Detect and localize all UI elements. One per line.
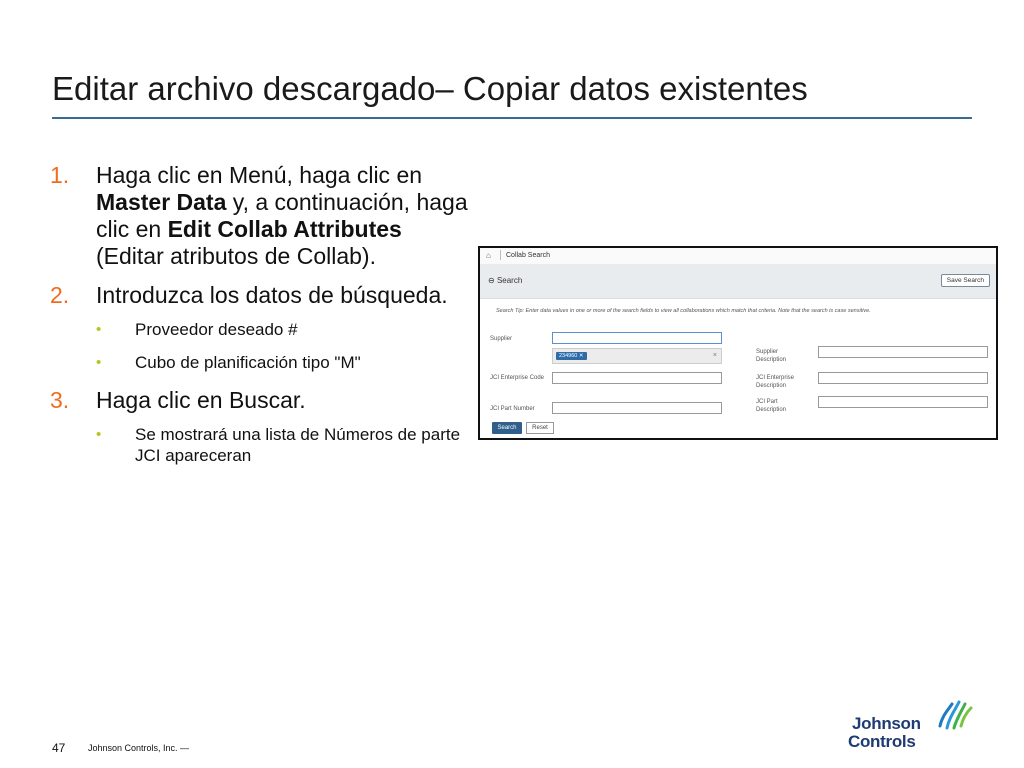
supplier-label: Supplier <box>490 336 513 342</box>
step-1 <box>50 162 470 270</box>
jci-enterprise-code-label: JCI Enterprise Code <box>490 375 545 381</box>
supplier-tag[interactable]: 234960 ✕ <box>556 352 587 360</box>
bullet-text: Proveedor deseado # <box>135 320 298 339</box>
step-text-part: (Editar atributos de Collab). <box>96 243 376 269</box>
step-text-bold: Master Data <box>96 189 227 215</box>
supplier-tag-box <box>552 348 722 364</box>
instruction-list <box>50 162 470 480</box>
footer-company: Johnson Controls, Inc. — <box>88 743 190 753</box>
jci-part-number-input[interactable] <box>552 402 722 414</box>
page-number: 47 <box>52 741 66 755</box>
jci-part-number-label: JCI Part Number <box>490 406 535 412</box>
supplier-input[interactable] <box>552 332 722 344</box>
search-section-text: Search <box>496 276 523 285</box>
slide-title: Editar archivo descargado– Copiar datos existentes <box>52 70 808 107</box>
search-tip: Search Tip: Enter data values in one or more of the search fields to view all collaborations which match that criteria. Note that the search is case sensitive. <box>496 308 871 314</box>
bullet-item <box>96 352 470 373</box>
step-number: 2. <box>50 282 70 308</box>
bullet-item <box>96 424 470 466</box>
jci-enterprise-code-input[interactable] <box>552 372 722 384</box>
bullet-dot-icon: • <box>96 354 102 371</box>
bullet-dot-icon: • <box>96 426 102 443</box>
step-text: Introduzca los datos de búsqueda. <box>96 282 448 308</box>
step-number: 3. <box>50 387 70 413</box>
reset-button[interactable]: Reset <box>526 422 554 434</box>
jci-part-description-input[interactable] <box>818 396 988 408</box>
step-text-bold: Edit Collab Attributes <box>167 216 402 242</box>
collab-search-screenshot <box>478 246 998 440</box>
step-3 <box>50 387 470 414</box>
breadcrumb <box>480 248 996 265</box>
step-text-part: Haga clic en Menú, haga clic en <box>96 162 423 188</box>
bullet-text: Se mostrará una lista de Números de parte JCI apareceran <box>135 425 461 465</box>
clear-icon[interactable]: × <box>712 352 717 359</box>
search-button[interactable]: Search <box>492 422 522 434</box>
jci-enterprise-description-input[interactable] <box>818 372 988 384</box>
step-text: Haga clic en Buscar. <box>96 387 306 413</box>
supplier-description-input[interactable] <box>818 346 988 358</box>
breadcrumb-separator <box>500 250 501 260</box>
jci-enterprise-description-label: JCI Enterprise Description <box>756 375 795 389</box>
breadcrumb-item[interactable]: Collab Search <box>506 252 550 259</box>
search-section-header <box>480 264 996 299</box>
step-text <box>96 162 470 270</box>
bullet-item <box>96 319 470 340</box>
logo-text: Johnson <box>852 714 921 733</box>
supplier-tag-value: 234960 <box>559 353 578 359</box>
supplier-description-label: Supplier Description <box>756 349 787 363</box>
save-search-button[interactable]: Save Search <box>941 274 990 287</box>
bullet-dot-icon: • <box>96 321 102 338</box>
title-divider <box>52 117 972 119</box>
step-text-part: y, a continuación, haga clic en <box>96 189 468 242</box>
bullet-text: Cubo de planificación tipo "M" <box>135 353 361 372</box>
step-2 <box>50 282 470 309</box>
jci-part-description-label: JCI Part Description <box>756 399 787 413</box>
search-section-label[interactable]: ⊖ Search <box>488 276 523 285</box>
logo-text: Controls <box>848 732 916 751</box>
home-icon[interactable]: ⌂ <box>486 251 491 260</box>
johnson-controls-logo <box>848 694 978 754</box>
step-number: 1. <box>50 162 70 188</box>
